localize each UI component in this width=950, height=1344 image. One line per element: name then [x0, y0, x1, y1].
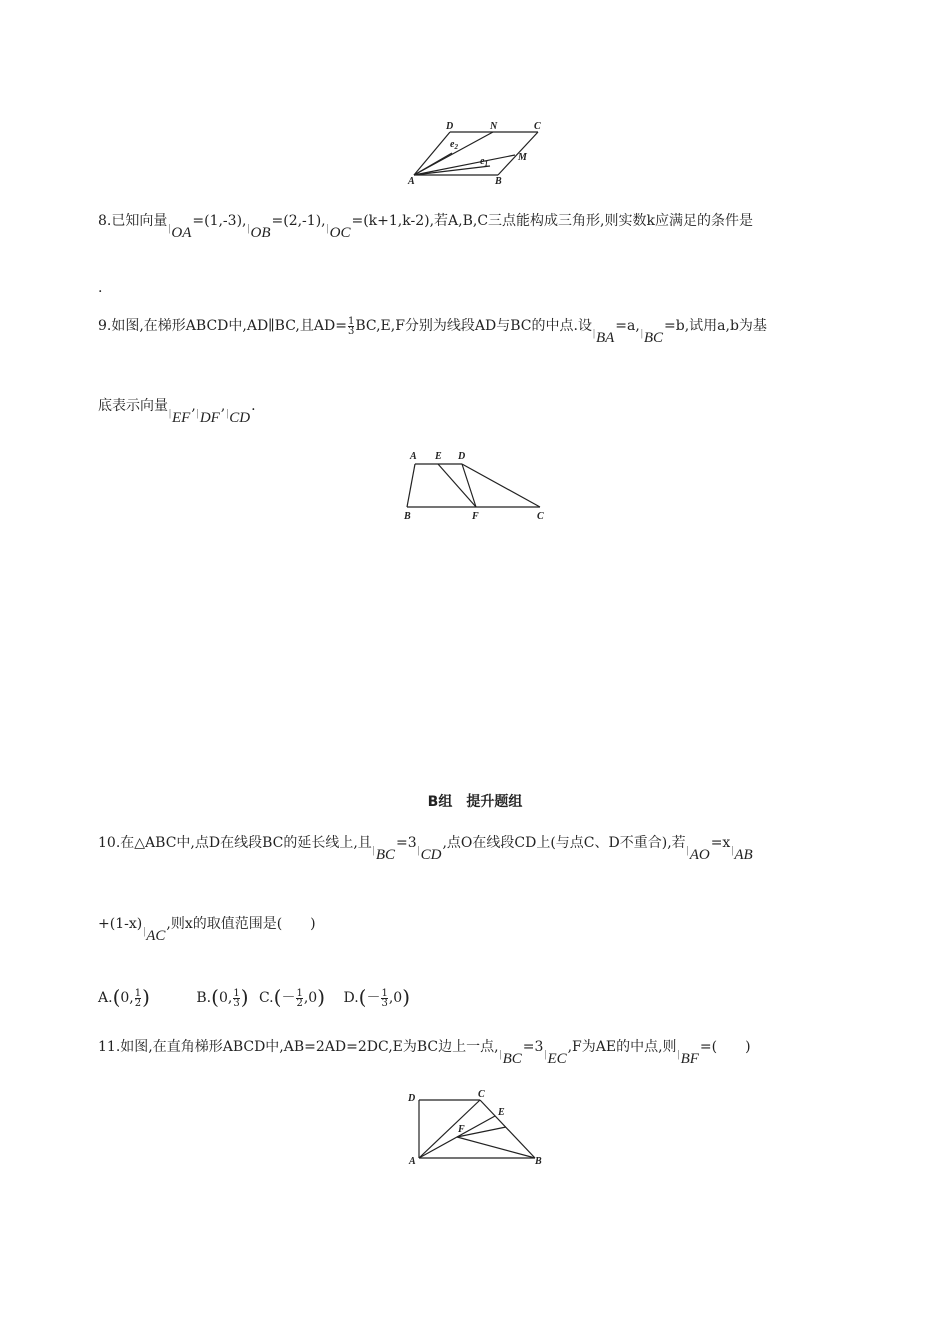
vector-BC: |BC	[499, 1049, 522, 1067]
section-b-heading: B组 提升题组	[427, 794, 523, 810]
vector-AB: |AB	[731, 845, 753, 863]
vector-BC: |BC	[372, 845, 395, 863]
vector-DF: |DF	[196, 408, 220, 426]
vector-OC: |OC	[326, 223, 351, 241]
fig2-label-C: C	[537, 511, 544, 522]
option-A[interactable]: A.(0, $\frac{1}{2}$ )	[98, 985, 150, 1009]
vector-OB: |OB	[247, 223, 271, 241]
fig1-label-e2: $e_2$	[450, 139, 458, 151]
fig1-label-C: C	[534, 121, 541, 132]
vector-BF: |BF	[677, 1049, 699, 1067]
fig3-label-C: C	[478, 1089, 485, 1100]
fig3-label-B: B	[535, 1156, 542, 1167]
fig1-label-e1: $e_1$	[480, 156, 488, 168]
question-11: 11.如图,在直角梯形ABCD中,AB=2AD=2DC,E为BC边上一点,|BC=3|EC,F为AE的中点,则|BF=( )	[98, 1037, 751, 1059]
vector-CD: |CD	[417, 845, 442, 863]
fig2-label-E: E	[435, 451, 442, 462]
vector-BC: |BC	[640, 328, 664, 346]
option-D[interactable]: D.(－ $\frac{1}{3}$ ,0)	[343, 985, 411, 1009]
figure-parallelogram	[400, 120, 560, 190]
question-9-line2: 底表示向量|EF,|DF,|CD.	[98, 396, 256, 418]
vector-CD: |CD	[226, 408, 251, 426]
fig1-label-A: A	[408, 176, 415, 187]
question-10-options	[98, 985, 416, 1008]
fig1-label-B: B	[495, 176, 502, 187]
vector-BA: |BA	[592, 328, 615, 346]
question-8-blank-end: .	[98, 280, 103, 296]
fig2-label-D: D	[458, 451, 466, 462]
fraction-one-third: $\frac{1}{3}$	[347, 315, 355, 337]
figure-trapezoid	[400, 450, 550, 525]
question-10-line2: +(1-x)|AC,则x的取值范围是( )	[98, 914, 316, 936]
fig3-label-E: E	[498, 1107, 505, 1118]
vector-AO: |AO	[686, 845, 710, 863]
fig2-label-F: F	[472, 511, 479, 522]
fig3-label-F: F	[458, 1124, 465, 1135]
fig1-label-M: M	[518, 152, 527, 163]
figure-right-trapezoid	[400, 1090, 560, 1170]
vector-EF: |EF	[169, 408, 191, 426]
question-9: 9.如图,在梯形ABCD中,AD∥BC,且AD= $\frac{1}{3}$ BC,E,F分别为线段AD与BC的中点.设|BA=a,|BC=b,试用a,b为基	[98, 316, 767, 338]
vector-AC: |AC	[143, 926, 166, 944]
question-8: 8.已知向量|OA=(1,-3),|OB=(2,-1),|OC=(k+1,k-2),若A,B,C三点能构成三角形,则实数k应满足的条件是	[98, 211, 753, 233]
question-10: 10.在△ABC中,点D在线段BC的延长线上,且|BC=3|CD,点O在线段CD上(与点C、D不重合),若|AO=x|AB	[98, 833, 754, 855]
fig2-label-A: A	[410, 451, 417, 462]
fig1-label-D: D	[446, 121, 454, 132]
fig2-label-B: B	[404, 511, 411, 522]
fig1-label-N: N	[490, 121, 498, 132]
fig3-label-A: A	[409, 1156, 416, 1167]
option-C[interactable]: C.(－ $\frac{1}{2}$ ,0)	[258, 985, 326, 1009]
option-B[interactable]: B.(0, $\frac{1}{3}$ )	[196, 985, 249, 1009]
vector-OA: |OA	[168, 223, 192, 241]
fig3-label-D: D	[408, 1093, 416, 1104]
vector-EC: |EC	[544, 1049, 567, 1067]
